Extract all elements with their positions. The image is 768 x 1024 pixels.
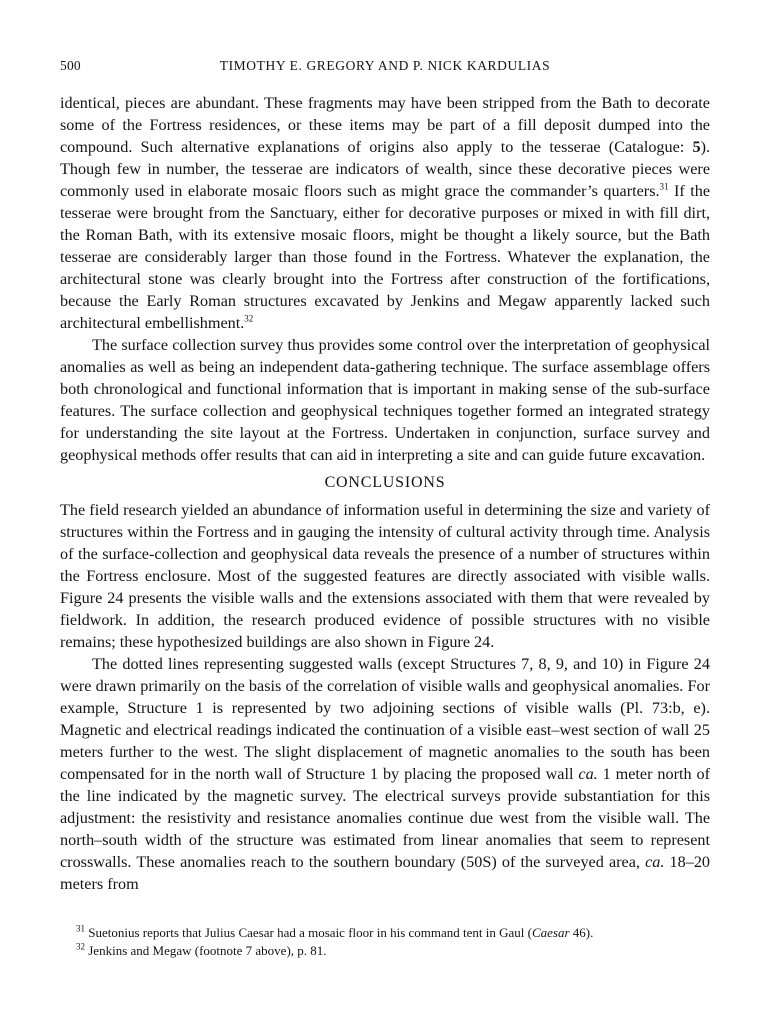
circa-abbrev: ca. bbox=[578, 765, 598, 783]
footnote-text: Suetonius reports that Julius Caesar had a mosaic floor in his command tent in Gaul ( bbox=[85, 925, 532, 940]
footnote-31 bbox=[60, 924, 710, 942]
footnote-ref-31[interactable]: 31 bbox=[659, 181, 669, 192]
paragraph-text: 1 meter north of the line indicated by the magnetic survey. The electrical surveys provide substantiation for this adjustment: the resistivity and resistance anomalies continue due west from the visible wall. The north–south width of the structure was estimated from linear anomalies that seem to represent crosswalls. These anomalies reach to the southern boundary (50S) of the surveyed area, bbox=[60, 765, 710, 871]
section-heading-conclusions: CONCLUSIONS bbox=[324, 474, 446, 491]
paragraph-text: ). Though few in number, the tesserae are indicators of wealth, since these decorative pieces were commonly used in elaborate mosaic floors such as might grace the commander’s quarters. bbox=[60, 138, 710, 200]
paragraph-surface-survey: The surface collection survey thus provides some control over the interpretation of geophysical anomalies as well as being an independent data-gathering technique. The surface assemblage offers both chronological and functional information that is important in making sense of the sub-surface features. The surface collection and geophysical techniques together formed an integrated strategy for understanding the site layout at the Fortress. Undertaken in conjunction, surface survey and geophysical methods offer results that can aid in interpreting a site and can guide future excavation. bbox=[60, 336, 710, 464]
paragraph-text: 18–20 meters from bbox=[60, 853, 711, 893]
footnote-text: Jenkins and Megaw (footnote 7 above), p. 81. bbox=[85, 943, 327, 958]
circa-abbrev: ca. bbox=[645, 853, 665, 871]
body-text bbox=[60, 92, 710, 895]
footnote-ref-32[interactable]: 32 bbox=[244, 313, 254, 324]
paragraph-dotted-lines bbox=[60, 653, 710, 895]
footnote-number: 32 bbox=[76, 941, 85, 952]
footnote-number: 31 bbox=[76, 923, 85, 934]
running-title: TIMOTHY E. GREGORY AND P. NICK KARDULIAS bbox=[219, 58, 551, 73]
paragraph-text: The dotted lines representing suggested walls (except Structures 7, 8, 9, and 10) in Figure 24 were drawn primarily on the basis of the correlation of visible walls and geophysical anomalies. For example, Structure 1 is represented by two adjoining sections of visible walls (Pl. 73:b, e). Magnetic and electrical readings indicated the continuation of a visible east–west section of wall 25 meters further to the west. The slight displacement of magnetic anomalies to the south has been compensated for in the north wall of Structure 1 by placing the proposed wall bbox=[60, 655, 710, 783]
page-body bbox=[60, 92, 710, 895]
footnotes bbox=[60, 924, 710, 960]
paragraph-text: If the tesserae were brought from the Sanctuary, either for decorative purposes or mixed in with fill dirt, the Roman Bath, with its extensive mosaic floors, might be thought a likely source, but the Bath tesserae are considerably larger than those found in the Fortress. Whatever the explanation, the architectural stone was clearly brought into the Fortress after construction of the fortifications, because the Early Roman structures excavated by Jenkins and Megaw apparently lacked such architectural embellishment. bbox=[60, 182, 710, 332]
running-head bbox=[60, 58, 710, 80]
catalogue-number: 5 bbox=[692, 138, 701, 156]
paragraph-text: identical, pieces are abundant. These fragments may have been stripped from the Bath to decorate some of the Fortress residences, or these items may be part of a fill deposit dumped into the compound. Such alternative explanations of origins also apply to the tesserae (Catalogue: bbox=[60, 94, 710, 156]
footnote-text: 46). bbox=[569, 925, 594, 940]
paragraph-field-research: The field research yielded an abundance of information useful in determining the size and variety of structures within the Fortress and in gauging the intensity of cultural activity through time. Analysis of the surface-collection and geophysical data reveals the presence of a number of structures within the Fortress enclosure. Most of the suggested features are directly associated with visible walls. Figure 24 presents the visible walls and the extensions associated with them that were revealed by fieldwork. In addition, the research produced evidence of possible structures with no visible remains; these hypothesized buildings are also shown in Figure 24. bbox=[60, 501, 710, 651]
page-number: 500 bbox=[60, 58, 81, 73]
footnote-32 bbox=[60, 942, 710, 960]
paragraph-tesserae bbox=[60, 92, 710, 334]
footnote-work-title: Caesar bbox=[531, 925, 570, 940]
